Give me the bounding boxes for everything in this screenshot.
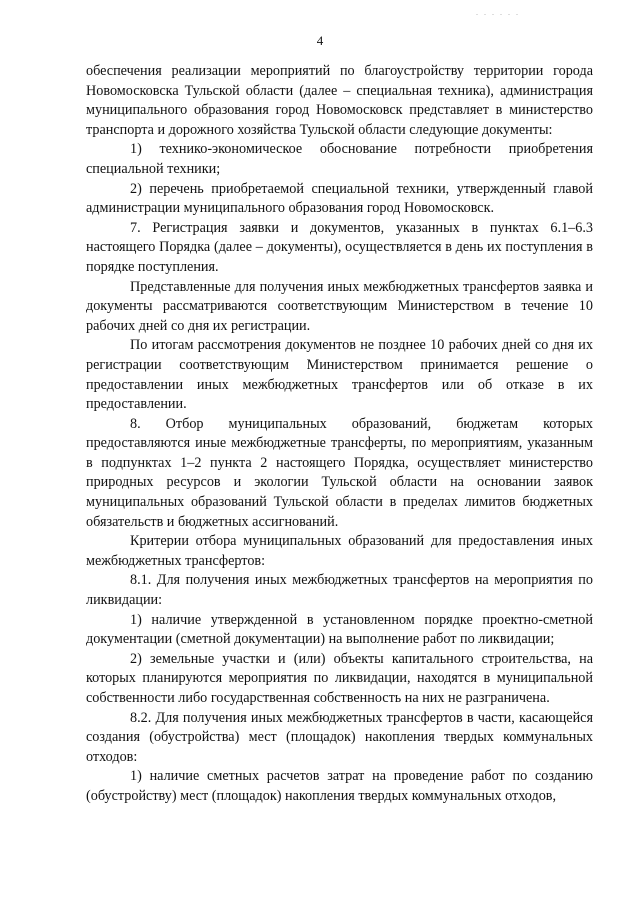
paragraph: обеспечения реализации мероприятий по благоустройству территории города Новомосковска Тульской области (далее – специальная техника), администрация муниципального образования город Новомосковск представляет в министерство транспорта и дорожного хозяйства Тульской области следующие документы: <box>86 63 593 138</box>
list-item: 1) наличие утвержденной в установленном порядке проектно-сметной документации (сметной документации) на выполнение работ по ликвидации; <box>86 611 593 648</box>
section-heading: 8.1. Для получения иных межбюджетных трансфертов на мероприятия по ликвидации: <box>86 572 593 609</box>
list-item: 2) земельные участки и (или) объекты капитального строительства, на которых планируются мероприятия по ликвидации, находятся в муниципальной собственности либо государственная собственность на них не разграничена. <box>86 650 593 706</box>
list-item: 1) технико-экономическое обоснование потребности приобретения специальной техники; <box>86 141 593 177</box>
page-number: 4 <box>316 33 324 48</box>
list-item: 2) перечень приобретаемой специальной техники, утвержденный главой администрации муниципального образования город Новомосковск. <box>86 180 593 217</box>
header-stamp: . . . . . . <box>476 8 520 17</box>
paragraph: Представленные для получения иных межбюджетных трансфертов заявка и документы рассматриваются соответствующим Министерством в течение 10 рабочих дней со дня их регистрации. <box>86 278 593 334</box>
section-heading: 8.2. Для получения иных межбюджетных трансфертов в части, касающейся создания (обустройства) мест (площадок) накопления твердых коммунальных отходов: <box>86 709 593 765</box>
list-item: 1) наличие сметных расчетов затрат на проведение работ по созданию (обустройству) мест (площадок) накопления твердых коммунальных отходов, <box>86 768 593 804</box>
paragraph: 7. Регистрация заявки и документов, указанных в пунктах 6.1–6.3 настоящего Порядка (далее – документы), осуществляется в день их поступления в порядке поступления. <box>86 219 593 275</box>
paragraph: 8. Отбор муниципальных образований, бюджетам которых предоставляются иные межбюджетные трансферты, по мероприятиям, указанным в подпунктах 1–2 пункта 2 настоящего Порядка, осуществляет министерство природных ресурсов и экологии Тульской области на основании заявок муниципальных образований Тульской области в пределах лимитов бюджетных обязательств и бюджетных ассигнований. <box>86 415 593 530</box>
paragraph: По итогам рассмотрения документов не позднее 10 рабочих дней со дня их регистрации соответствующим Министерством принимается решение о предоставлении иных межбюджетных трансфертов или об отказе в их предоставлении. <box>86 337 593 413</box>
paragraph: Критерии отбора муниципальных образований для предоставления иных межбюджетных трансфертов: <box>86 533 593 569</box>
document-body <box>86 62 593 807</box>
